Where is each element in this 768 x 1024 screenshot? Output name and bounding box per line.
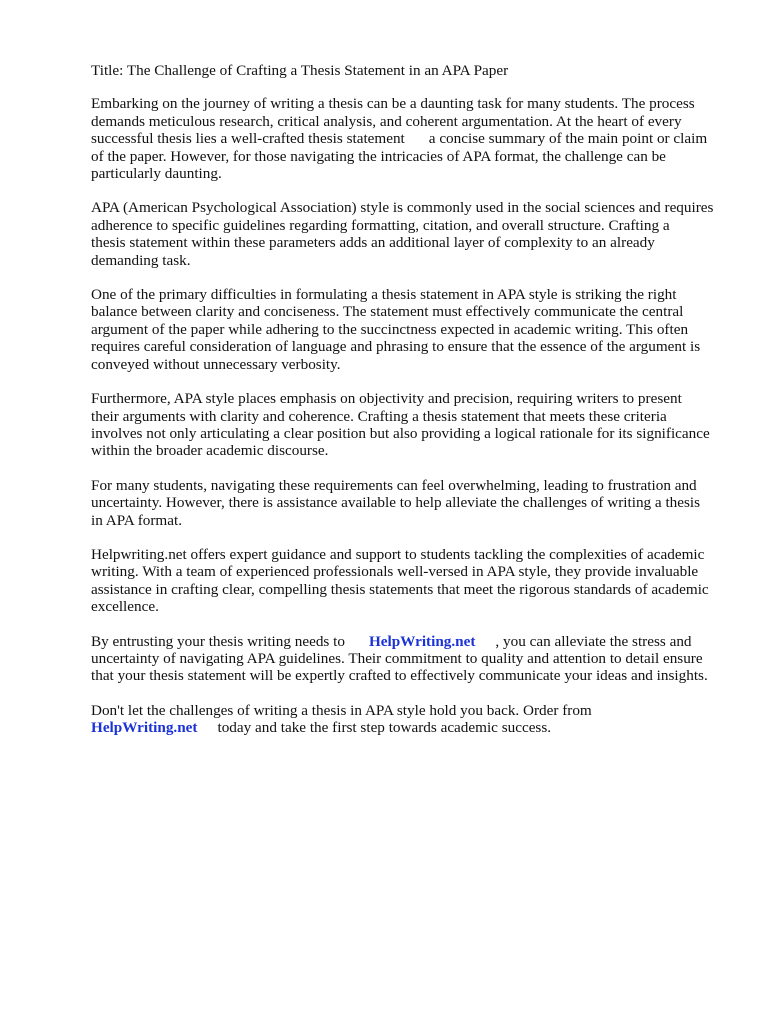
text-line: thesis statement within these parameters adds an additional layer of complexity to an already xyxy=(91,234,655,252)
text-line: balance between clarity and conciseness. The statement must effectively communicate the central xyxy=(91,303,684,321)
text-line: adherence to specific guidelines regarding formatting, citation, and overall structure. Crafting a xyxy=(91,216,670,234)
text-line: of the paper. However, for those navigating the intricacies of APA format, the challenge can be xyxy=(91,147,666,165)
text-line: APA (American Psychological Association) style is commonly used in the social sciences and requires xyxy=(91,199,714,217)
text-segment: today and take the first step towards academic success. xyxy=(217,719,552,737)
text-line: writing. With a team of experienced professionals well-versed in APA style, they provide invaluable xyxy=(91,563,699,581)
document-title: Title: The Challenge of Crafting a Thesis Statement in an APA Paper xyxy=(91,62,509,79)
helpwriting-link[interactable]: HelpWriting.net xyxy=(368,632,476,650)
helpwriting-link[interactable]: HelpWriting.net xyxy=(91,719,198,737)
text-segment: By entrusting your thesis writing needs to xyxy=(91,632,345,650)
text-line: uncertainty of navigating APA guidelines. Their commitment to quality and attention to detail ensure xyxy=(91,649,703,667)
text-line: assistance in crafting clear, compelling thesis statements that meet the rigorous standards of academic xyxy=(91,580,709,598)
paragraph-intro xyxy=(91,95,728,182)
text-line: For many students, navigating these requirements can feel overwhelming, leading to frustration and xyxy=(91,476,697,494)
paragraph-objectivity xyxy=(91,390,728,460)
paragraph-difficulties xyxy=(91,286,728,373)
text-line: Helpwriting.net offers expert guidance and support to students tackling the complexities of academic xyxy=(91,545,705,563)
text-line: Don't let the challenges of writing a thesis in APA style hold you back. Order from xyxy=(91,701,592,719)
text-line: One of the primary difficulties in formulating a thesis statement in APA style is striking the right xyxy=(91,286,677,304)
text-line: requires careful consideration of language and phrasing to ensure that the essence of the argument is xyxy=(91,338,701,356)
paragraph-entrusting xyxy=(91,633,728,685)
text-segment: successful thesis lies a well-crafted thesis statement xyxy=(91,130,405,148)
text-line: in APA format. xyxy=(91,511,182,529)
text-line: that your thesis statement will be expertly crafted to effectively communicate your ideas and insights. xyxy=(91,667,708,685)
text-line: excellence. xyxy=(91,598,159,616)
text-line: particularly daunting. xyxy=(91,165,222,183)
text-line: demands meticulous research, critical analysis, and coherent argumentation. At the heart of every xyxy=(91,112,682,130)
text-line: uncertainty. However, there is assistance available to help alleviate the challenges of writing a thesis xyxy=(91,494,701,512)
text-line xyxy=(91,130,728,147)
text-line xyxy=(91,633,728,650)
text-segment: a concise summary of the main point or claim xyxy=(428,130,708,148)
text-line: argument of the paper while adhering to the succinctness expected in academic writing. This often xyxy=(91,320,689,338)
text-line: conveyed without unnecessary verbosity. xyxy=(91,355,341,373)
text-line: within the broader academic discourse. xyxy=(91,442,329,460)
text-line: Embarking on the journey of writing a thesis can be a daunting task for many students. The process xyxy=(91,95,695,113)
text-segment: , you can alleviate the stress and xyxy=(495,632,692,650)
text-line: their arguments with clarity and coherence. Crafting a thesis statement that meets these criteria xyxy=(91,407,667,425)
paragraph-apa-style xyxy=(91,199,728,269)
text-line xyxy=(91,719,728,736)
paragraph-call-to-action xyxy=(91,702,728,737)
text-line: involves not only articulating a clear position but also providing a logical rationale for its significance xyxy=(91,424,710,442)
text-line: Furthermore, APA style places emphasis on objectivity and precision, requiring writers to present xyxy=(91,390,682,408)
text-line: demanding task. xyxy=(91,251,191,269)
paragraph-helpwriting xyxy=(91,546,728,616)
paragraph-students xyxy=(91,477,728,529)
